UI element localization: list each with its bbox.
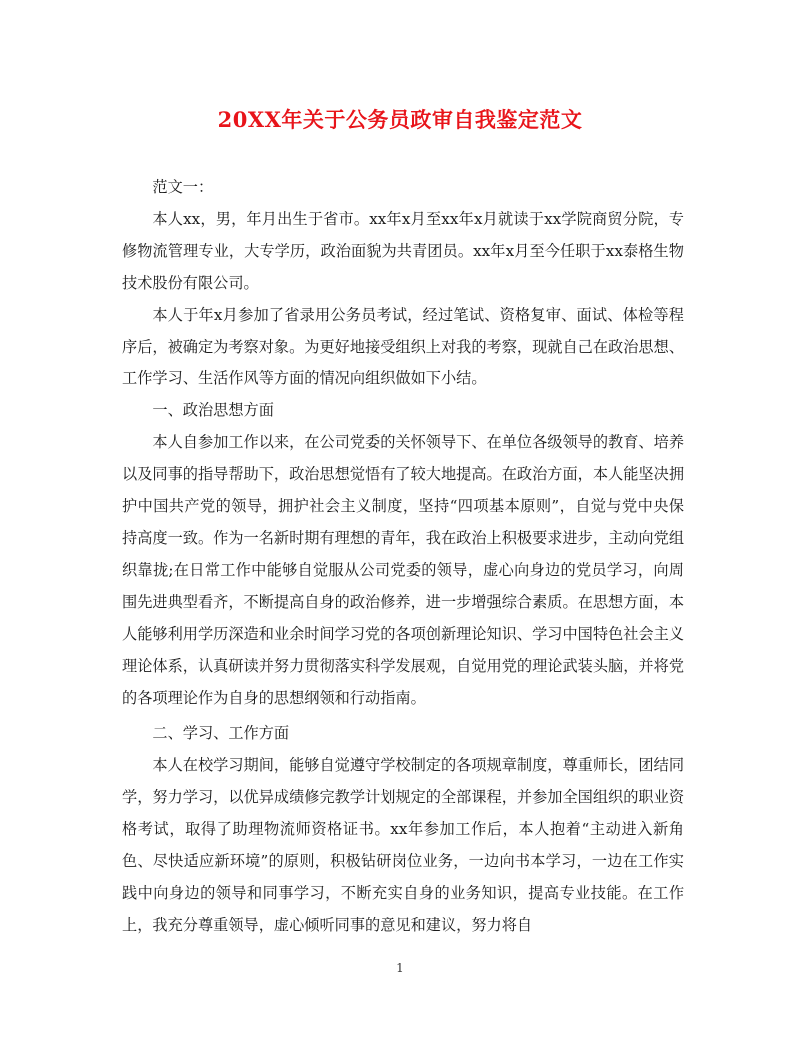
paragraph-study-work: 本人在校学习期间，能够自觉遵守学校制定的各项规章制度，尊重师长，团结同学，努力学习，以优异成绩修完教学计划规定的全部课程，并参加全国组织的职业资格考试，取得了助理物流师资格证书。xx年参加工作后，本人抱着“主动进入新角色、尽快适应新环境”的原则，积极钻研岗位业务，一边向书本学习，一边在工作实践中向身边的领导和同事学习，不断充实自身的业务知识，提高专业技能。在工作上，我充分尊重领导，虚心倾听同事的意见和建议，努力将自 <box>122 756 684 934</box>
heading-political-thought: 一、政治思想方面 <box>152 401 274 420</box>
document-title: 20XX年关于公务员政审自我鉴定范文 <box>217 107 583 132</box>
paragraph-exam-summary: 本人于年x月参加了省录用公务员考试，经过笔试、资格复审、面试、体检等程序后，被确定为考察对象。为更好地接受组织上对我的考察，现就自己在政治思想、工作学习、生活作风等方面的情况向组织做如下小结。 <box>122 305 684 388</box>
paragraph-personal-info: 本人xx，男，年月出生于省市。xx年x月至xx年x月就读于xx学院商贸分院，专修物流管理专业，大专学历，政治面貌为共青团员。xx年x月至今任职于xx泰格生物技术股份有限公司。 <box>122 209 684 292</box>
section-intro-label: 范文一： <box>152 178 214 196</box>
paragraph-political-thought: 本人自参加工作以来，在公司党委的关怀领导下、在单位各级领导的教育、培养以及同事的指导帮助下，政治思想觉悟有了较大地提高。在政治方面，本人能坚决拥护中国共产党的领导，拥护社会主义制度，坚持“四项基本原则”，自觉与党中央保持高度一致。作为一名新时期有理想的青年，我在政治上积极要求进步，主动向党组织靠拢;在日常工作中能够自觉服从公司党委的领导，虚心向身边的党员学习，向周围先进典型看齐，不断提高自身的政治修养，进一步增强综合素质。在思想方面，本人能够利用学历深造和业余时间学习党的各项创新理论知识、学习中国特色社会主义理论体系，认真研读并努力贯彻落实科学发展观，自觉用党的理论武装头脑，并将党的各项理论作为自身的思想纲领和行动指南。 <box>122 433 684 707</box>
document-body <box>122 172 684 942</box>
page-number: 1 <box>396 961 404 975</box>
heading-study-work: 二、学习、工作方面 <box>152 724 290 743</box>
